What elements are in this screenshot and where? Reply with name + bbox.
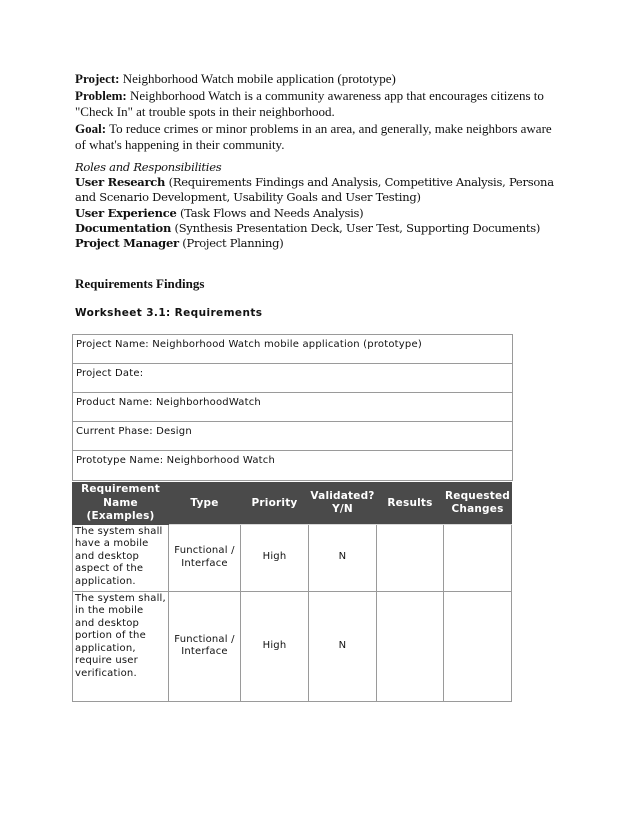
- goal-line: [75, 121, 555, 154]
- project-name-row: Project Name: Neighborhood Watch mobile application (prototype): [73, 335, 512, 364]
- requirement-name-cell: The system shall have a mobile and desktop aspect of the application.: [73, 524, 169, 591]
- prototype-name-row: Prototype Name: Neighborhood Watch: [76, 455, 276, 466]
- goal-text: To reduce crimes or minor problems in an area, and generally, make neighbors aware of what's happening in their community.: [75, 120, 552, 152]
- problem-line: [75, 88, 555, 121]
- header-line: (Examples): [86, 510, 155, 522]
- project-label: Project:: [75, 71, 120, 86]
- goal-label: Goal:: [75, 120, 107, 136]
- validated-cell: N: [309, 591, 377, 701]
- results-cell: [377, 591, 444, 701]
- role-label: User Research: [75, 175, 166, 190]
- role-item: [75, 221, 565, 236]
- requirements-heading: Requirements Findings: [75, 276, 205, 291]
- type-cell: Functional / Interface: [169, 524, 241, 591]
- results-cell: [377, 524, 444, 591]
- role-item: [75, 206, 565, 221]
- requirements-table: [72, 482, 512, 702]
- role-label: Documentation: [75, 220, 172, 235]
- header-requirement-name: [73, 483, 169, 525]
- problem-label: Problem:: [75, 87, 127, 103]
- role-text: (Requirements Findings and Analysis, Competitive Analysis, Persona and Scenario Development, Usability Goals and User Testing): [75, 175, 554, 205]
- header-priority: Priority: [241, 483, 309, 525]
- header-line: Y/N: [332, 503, 353, 516]
- header-line: Validated?: [310, 489, 375, 502]
- role-text: (Project Planning): [182, 236, 284, 251]
- roles-heading: Roles and Responsibilities: [75, 160, 222, 174]
- role-item: [75, 175, 565, 205]
- header-line: Requirement: [81, 483, 160, 495]
- project-line: [75, 71, 555, 88]
- project-summary: [75, 71, 555, 154]
- role-text: (Synthesis Presentation Deck, User Test, Supporting Documents): [174, 220, 541, 235]
- header-line: Changes: [451, 503, 504, 516]
- requested-changes-cell: [444, 591, 512, 701]
- validated-cell: N: [309, 524, 377, 591]
- requirement-name-cell: The system shall, in the mobile and desktop portion of the application, require user verification.: [73, 591, 169, 701]
- roles-section: [75, 160, 565, 251]
- project-info-table: [72, 334, 513, 481]
- product-name-row: Product Name: NeighborhoodWatch: [73, 393, 512, 422]
- problem-text: Neighborhood Watch is a community awareness app that encourages citizens to "Check In" at trouble spots in their neighborhood.: [75, 87, 544, 119]
- role-label: User Experience: [75, 205, 177, 220]
- role-label: Project Manager: [75, 236, 179, 251]
- table-row: [73, 524, 512, 591]
- project-date-row: Project Date:: [73, 364, 512, 393]
- table-row: [73, 591, 512, 701]
- priority-cell: High: [241, 591, 309, 701]
- role-item: [75, 236, 565, 251]
- type-cell: Functional / Interface: [169, 591, 241, 701]
- priority-cell: High: [241, 524, 309, 591]
- header-line: Name: [103, 496, 138, 509]
- header-results: Results: [377, 483, 444, 525]
- table-header-row: [73, 483, 512, 525]
- requested-changes-cell: [444, 524, 512, 591]
- header-requested-changes: [444, 483, 512, 525]
- worksheet-heading: Worksheet 3.1: Requirements: [75, 307, 263, 319]
- current-phase-row: Current Phase: Design: [73, 422, 512, 451]
- header-type: Type: [169, 483, 241, 525]
- header-line: Requested: [444, 489, 511, 502]
- project-text: Neighborhood Watch mobile application (prototype): [122, 71, 396, 86]
- role-text: (Task Flows and Needs Analysis): [179, 205, 364, 220]
- header-validated: [309, 483, 377, 525]
